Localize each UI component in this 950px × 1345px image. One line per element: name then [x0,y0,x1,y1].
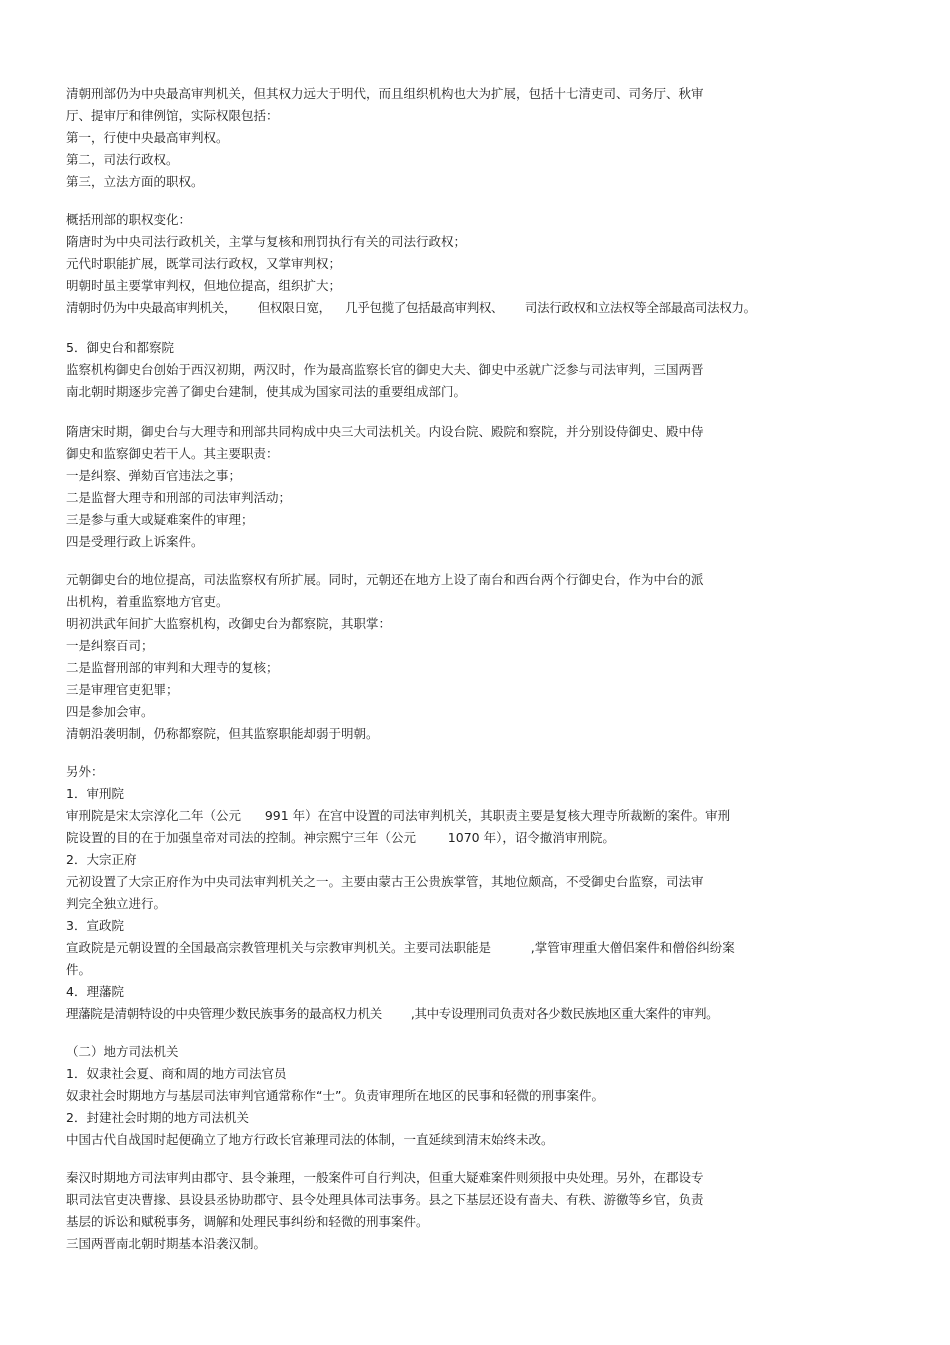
text-line: 宣政院是元朝设置的全国最高宗教管理机关与宗教审判机关。主要司法职能是 ,掌管审理重大僧侣案件和僧俗纠纷案 [66,940,735,955]
text-line: 明初洪武年间扩大监察机构，改御史台为都察院，其职掌： [66,616,392,631]
text-line: 秦汉时期地方司法审判由郡守、县令兼理，一般案件可自行判决，但重大疑难案件则须报中央处理。另外，在郡设专 [66,1170,704,1185]
text-line: 中国古代自战国时起便确立了地方行政长官兼理司法的体制，一直延续到清末始终未改。 [66,1132,554,1147]
section-heading: （二）地方司法机关 [66,1044,179,1059]
text-line: 一是纠察、弹劾百官违法之事； [66,468,242,483]
text-line: 南北朝时期逐步完善了御史台建制，使其成为国家司法的重要组成部门。 [66,384,467,399]
text-line: 理藩院是清朝特设的中央管理少数民族事务的最高权力机关 ,其中专设理刑司负责对各少数民族地区重大案件的审判。 [66,1006,719,1021]
text-line: 出机构，着重监察地方官吏。 [66,594,229,609]
text-line: 第一，行使中央最高审判权。 [66,130,229,145]
text-line: 元朝御史台的地位提高，司法监察权有所扩展。同时，元朝还在地方上设了南台和西台两个行御史台，作为中台的派 [66,572,704,587]
section-heading: 1．审刑院 [66,786,124,801]
text-line: 职司法官吏决曹掾、县设县丞协助郡守、县令处理具体司法事务。县之下基层还设有啬夫、有秩、游徼等乡官，负责 [66,1192,704,1207]
text-line: 奴隶社会时期地方与基层司法审判官通常称作“士”。负责审理所在地区的民事和轻微的刑事案件。 [66,1088,604,1103]
text-line: 三是审理官吏犯罪； [66,682,179,697]
text-line: 第三，立法方面的职权。 [66,174,204,189]
text-line: 三国两晋南北朝时期基本沿袭汉制。 [66,1236,267,1251]
text-line: 另外： [66,764,104,779]
text-line: 隋唐时为中央司法行政机关，主掌与复核和刑罚执行有关的司法行政权； [66,234,467,249]
text-line: 明朝时虽主要掌审判权，但地位提高，组织扩大； [66,278,342,293]
section-heading: 1．奴隶社会夏、商和周的地方司法官员 [66,1066,287,1081]
section-heading: 2．大宗正府 [66,852,137,867]
text-line: 基层的诉讼和赋税事务，调解和处理民事纠纷和轻微的刑事案件。 [66,1214,429,1229]
text-line: 元初设置了大宗正府作为中央司法审判机关之一。主要由蒙古王公贵族掌管，其地位颇高，不受御史台监察，司法审 [66,874,704,889]
text-line: 监察机构御史台创始于西汉初期，两汉时，作为最高监察长官的御史大夫、御史中丞就广泛参与司法审判，三国两晋 [66,362,704,377]
text-line: 件。 [66,962,92,977]
text-line: 御史和监察御史若干人。其主要职责： [66,446,279,461]
text-line: 第二，司法行政权。 [66,152,179,167]
section-heading: 2．封建社会时期的地方司法机关 [66,1110,249,1125]
text-line: 四是参加会审。 [66,704,154,719]
text-line: 判完全独立进行。 [66,896,167,911]
text-line: 二是监督刑部的审判和大理寺的复核； [66,660,279,675]
text-line: 一是纠察百司； [66,638,154,653]
text-line: 厅、提审厅和律例馆，实际权限包括： [66,108,279,123]
text-line: 审刑院是宋太宗淳化二年（公元 991 年）在宫中设置的司法审判机关，其职责主要是复核大理寺所裁断的案件。审刑 [66,808,731,823]
text-line: 三是参与重大或疑难案件的审理； [66,512,254,527]
text-line: 清朝刑部仍为中央最高审判机关，但其权力远大于明代，而且组织机构也大为扩展，包括十七清吏司、司务厅、秋审 [66,86,704,101]
text-line: 概括刑部的职权变化： [66,212,192,227]
text-line: 清朝沿袭明制，仍称都察院，但其监察职能却弱于明朝。 [66,726,379,741]
text-line: 院设置的目的在于加强皇帝对司法的控制。神宗熙宁三年（公元 1070 年），诏令撤消审刑院。 [66,830,615,845]
section-heading: 5．御史台和都察院 [66,340,174,355]
text-line: 二是监督大理寺和刑部的司法审判活动； [66,490,292,505]
section-heading: 3．宣政院 [66,918,124,933]
text-line: 清朝时仍为中央最高审判机关， 但权限日宽， 几乎包揽了包括最高审判权、 司法行政权和立法权等全部最高司法权力。 [66,300,756,315]
section-heading: 4．理藩院 [66,984,124,999]
text-line: 四是受理行政上诉案件。 [66,534,204,549]
text-line: 隋唐宋时期，御史台与大理寺和刑部共同构成中央三大司法机关。内设台院、殿院和察院，并分别设侍御史、殿中侍 [66,424,704,439]
text-line: 元代时职能扩展，既掌司法行政权，又掌审判权； [66,256,342,271]
